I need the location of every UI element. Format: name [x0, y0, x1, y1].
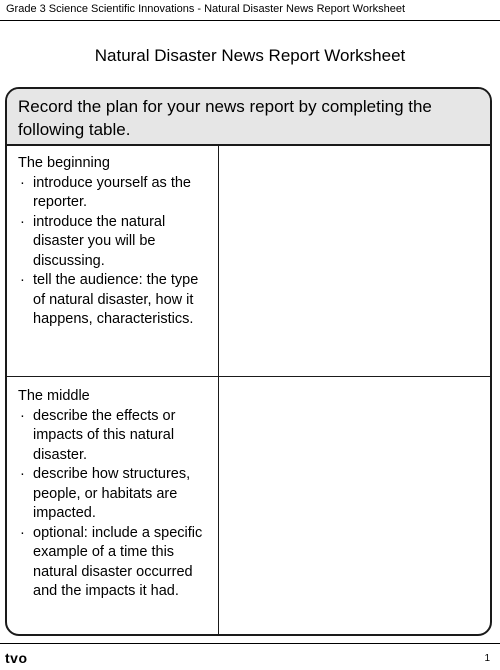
answer-cell-middle[interactable] — [219, 377, 490, 634]
list-item: · optional: include a specific example of a time this natural disaster occurred and the impacts it had. — [20, 524, 203, 599]
list-item: · describe how structures, people, or habitats are impacted. — [20, 466, 191, 521]
bullet-icon: · — [20, 524, 25, 541]
bullet-list-beginning — [18, 174, 213, 330]
prompt-cell-beginning — [18, 154, 213, 330]
bullet-icon: · — [20, 213, 25, 230]
running-header: Grade 3 Science Scientific Innovations - Natural Disaster News Report Worksheet — [6, 3, 406, 15]
row-heading-middle: The middle — [18, 388, 90, 404]
row-heading-beginning: The beginning — [18, 155, 110, 171]
table-header — [7, 89, 490, 146]
table-instruction: Record the plan for your news report by completing the following table. — [18, 97, 432, 139]
bullet-icon: · — [20, 466, 25, 482]
prompt-cell-middle — [18, 387, 213, 602]
page-title: Natural Disaster News Report Worksheet — [94, 46, 406, 65]
footer-divider — [0, 643, 500, 644]
bullet-icon: · — [20, 272, 25, 288]
tvo-logo: tvo — [5, 650, 28, 666]
list-item: · introduce yourself as the reporter. — [20, 174, 191, 210]
bullet-icon: · — [20, 174, 25, 191]
answer-cell-beginning[interactable] — [219, 146, 490, 376]
page-number: 1 — [484, 653, 490, 664]
list-item: · describe the effects or impacts of this natural disaster. — [20, 407, 176, 463]
list-item: · introduce the natural disaster you will be discussing. — [20, 213, 166, 269]
bullet-list-middle — [18, 407, 213, 602]
header-divider — [0, 20, 500, 21]
table-body — [7, 146, 490, 634]
bullet-icon: · — [20, 407, 25, 424]
list-item: · tell the audience: the type of natural disaster, how it happens, characteristics. — [20, 272, 199, 327]
plan-table — [5, 87, 492, 636]
